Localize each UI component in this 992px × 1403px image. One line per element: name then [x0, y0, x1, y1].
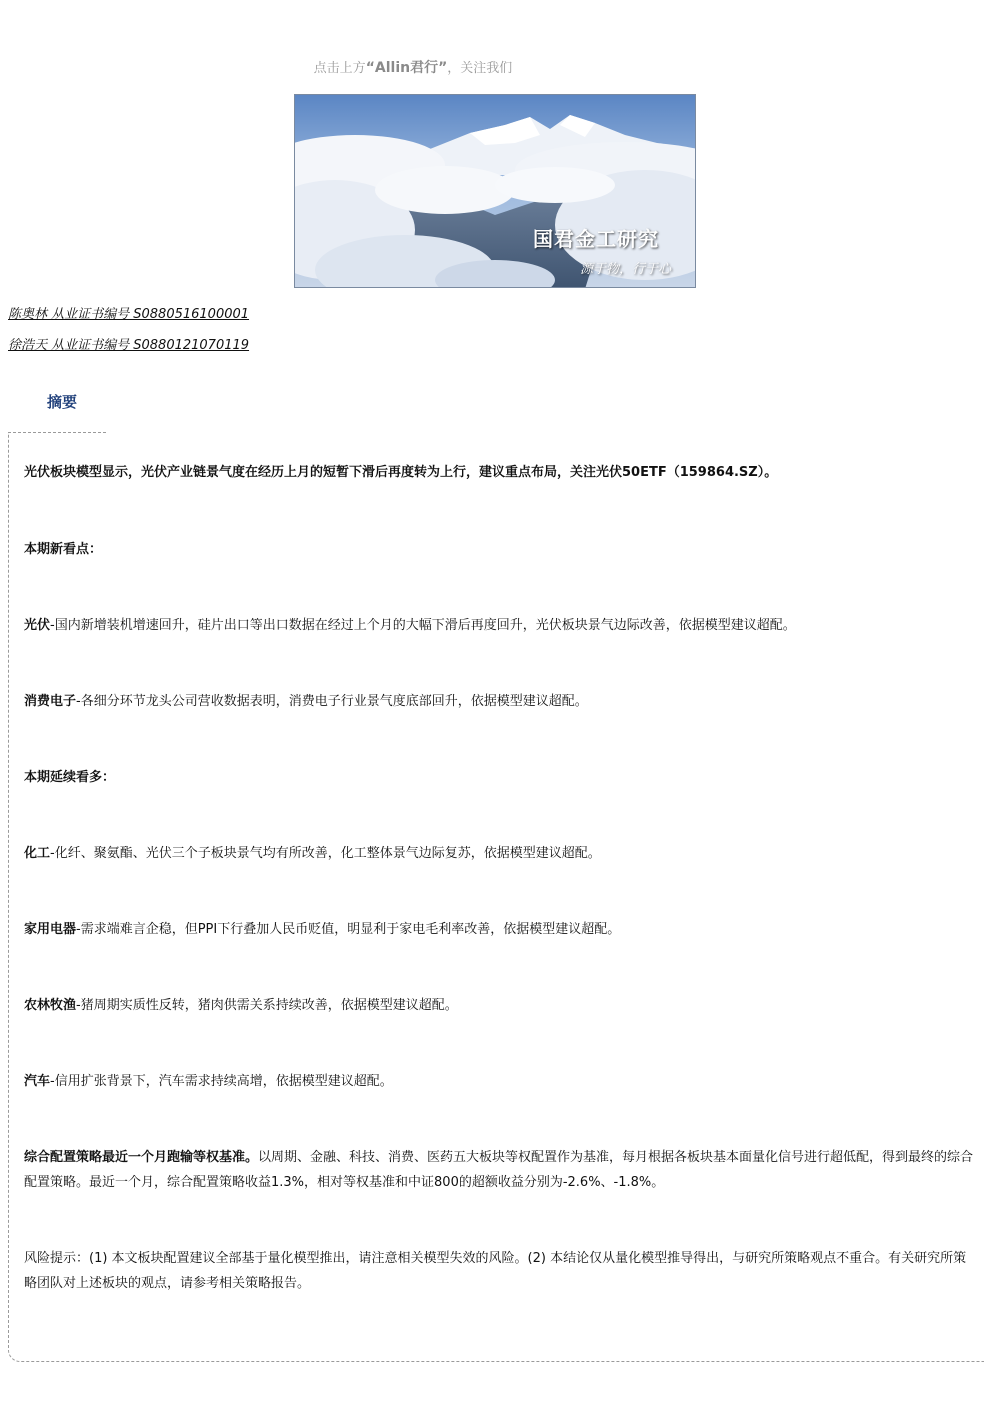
sector-text: -信用扩张背景下，汽车需求持续高增，依据模型建议超配。: [50, 1074, 393, 1089]
new-highlights-heading: 本期新看点：: [24, 542, 103, 557]
sector-name: 家用电器: [24, 922, 77, 937]
sector-text: -国内新增装机增速回升，硅片出口等出口数据在经过上个月的大幅下滑后再度回升，光伏板块景气边际改善，依据模型建议超配。: [50, 618, 796, 633]
sector-automobile: [24, 1069, 974, 1094]
author-line-2[interactable]: 徐浩天 从业证书编号 S0880121070119: [8, 338, 250, 353]
follow-prefix: 点击上方: [313, 61, 366, 76]
sector-text: -化纤、聚氨酯、光伏三个子板块景气均有所改善，化工整体景气边际复苏，依据模型建议超配。: [50, 846, 601, 861]
sector-photovoltaic: [24, 613, 974, 638]
sector-name: 农林牧渔: [24, 998, 77, 1013]
sector-chemicals: [24, 841, 974, 866]
sector-name: 消费电子: [24, 694, 77, 709]
author-line-1[interactable]: 陈奥林 从业证书编号 S0880516100001: [8, 307, 250, 322]
continued-bullish-heading: 本期延续看多：: [24, 770, 116, 785]
strategy-bold: 综合配置策略最近一个月跑输等权基准。: [24, 1150, 259, 1165]
strategy-summary: [24, 1145, 974, 1195]
sector-name: 汽车: [24, 1074, 51, 1089]
strategy-text: 以周期、金融、科技、消费、医药五大板块等权配置作为基准，每月根据各板块基本面量化信号进行超低配，得到最终的综合配置策略。最近一个月，综合配置策略收益1.3%，相对等权基准和中证800的超额收益分别为-2.6%、-1.8%。: [24, 1150, 974, 1190]
risk-disclaimer: 风险提示：(1) 本文板块配置建议全部基于量化模型推出，请注意相关模型失效的风险。(2) 本结论仅从量化模型推导得出，与研究所策略观点不重合。有关研究所策略团队对上述板块的观点，请参考相关策略报告。: [24, 1251, 967, 1291]
sector-name: 光伏: [24, 618, 51, 633]
sector-home-appliances: [24, 917, 974, 942]
banner-subtitle: 源于物，行于心: [579, 262, 671, 277]
sector-text: -猪周期实质性反转，猪肉供需关系持续改善，依据模型建议超配。: [76, 998, 458, 1013]
follow-suffix: ，关注我们: [447, 61, 513, 76]
sector-name: 化工: [24, 846, 51, 861]
banner-title: 国君金工研究: [533, 227, 659, 251]
banner-image: [294, 94, 696, 288]
sector-agriculture: [24, 993, 974, 1018]
abstract-heading: 摘要: [47, 393, 78, 411]
sector-consumer-electronics: [24, 689, 974, 714]
abstract-box: [8, 432, 984, 1362]
sector-text: -各细分环节龙头公司营收数据表明，消费电子行业景气度底部回升，依据模型建议超配。: [76, 694, 588, 709]
abstract-lead: 光伏板块模型显示，光伏产业链景气度在经历上月的短暂下滑后再度转为上行，建议重点布局，关注光伏50ETF（159864.SZ）。: [24, 465, 778, 480]
sector-text: -需求端难言企稳，但PPI下行叠加人民币贬值，明显利于家电毛利率改善，依据模型建议超配。: [76, 922, 621, 937]
follow-brand-link[interactable]: “Allin君行”: [365, 60, 448, 76]
follow-prompt: [0, 57, 826, 77]
